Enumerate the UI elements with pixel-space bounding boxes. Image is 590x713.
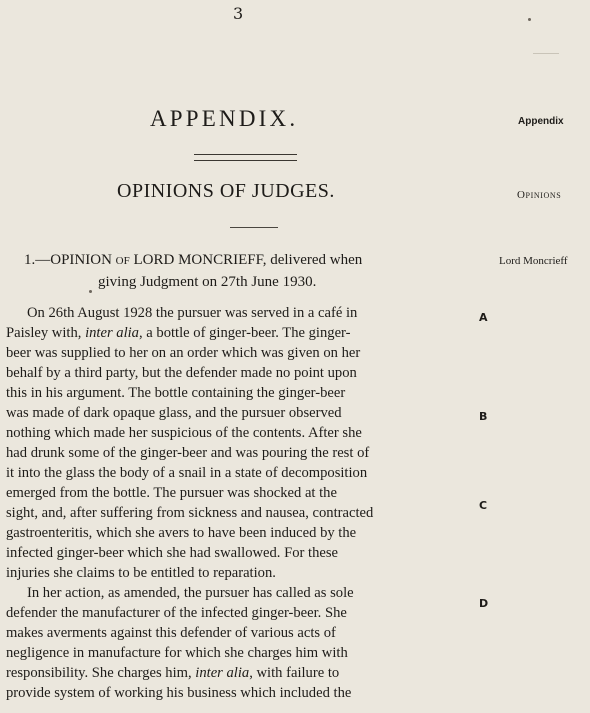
paragraph-1 [6,303,468,583]
text-line: beer was supplied to her on an order which was given on her [6,345,361,361]
margin-marker-c: C [479,499,488,512]
faint-rule [533,53,559,54]
text-line: it into the glass the body of a snail in a state of decomposition [6,465,368,481]
text-line: On 26th August 1928 the pursuer was served in a café in [27,305,358,321]
text-line: gastroenteritis, which she avers to have been induced by the [6,525,357,541]
margin-note-appendix: Appendix [518,116,564,127]
text-line: In her action, as amended, the pursuer has called as sole [27,585,354,601]
text-line: Paisley with, inter alia, a bottle of ginger-beer. The ginger- [6,325,351,341]
margin-marker-b: B [479,410,488,423]
opinion-heading [24,249,464,293]
appendix-title: APPENDIX. [150,106,299,131]
opinions-title: OPINIONS OF JUDGES. [117,180,335,202]
text-line: was made of dark opaque glass, and the pursuer observed [6,405,342,421]
text-line: sight, and, after suffering from sickness and nausea, contracted [6,505,374,521]
small-caps-word: of [115,252,130,268]
page-number: 3 [233,4,244,23]
short-rule-divider [230,227,278,228]
text-line: this in his argument. The bottle containing the ginger-beer [6,385,346,401]
text-line: emerged from the bottle. The pursuer was shocked at the [6,485,337,501]
text-line: nothing which made her suspicious of the contents. After she [6,425,362,441]
margin-note-lord-moncrieff: Lord Moncrieff [499,255,568,267]
text-line: infected ginger-beer which she had swallowed. For these [6,545,339,561]
ink-speck [89,290,92,293]
text-line: negligence in manufacture for which she charges him with [6,645,348,661]
text-line: injuries she claims to be entitled to reparation. [6,565,276,581]
text-line: behalf by a third party, but the defender made no point upon [6,365,357,381]
text-line: makes averments against this defender of various acts of [6,625,336,641]
opinion-body [6,303,468,703]
italic-phrase: inter alia [85,325,139,341]
opinion-heading-line-2: giving Judgment on 27th June 1930. [98,274,317,290]
text-line: had drunk some of the ginger-beer and was pouring the rest of [6,445,370,461]
italic-phrase: inter alia [195,665,250,681]
margin-note-opinions: Opinions [517,189,562,201]
text-line: provide system of working his business which included the [6,685,352,701]
opinion-heading-line-1: 1.—OPINION of LORD MONCRIEFF, delivered when [24,252,363,268]
margin-marker-a: A [479,311,488,324]
text-line: responsibility. She charges him, inter alia, with failure to [6,665,340,681]
paragraph-2 [6,583,468,703]
margin-marker-d: D [479,597,489,610]
text-line: defender the manufacturer of the infected ginger-beer. She [6,605,347,621]
ink-speck [528,18,531,21]
double-rule-divider [194,154,297,161]
